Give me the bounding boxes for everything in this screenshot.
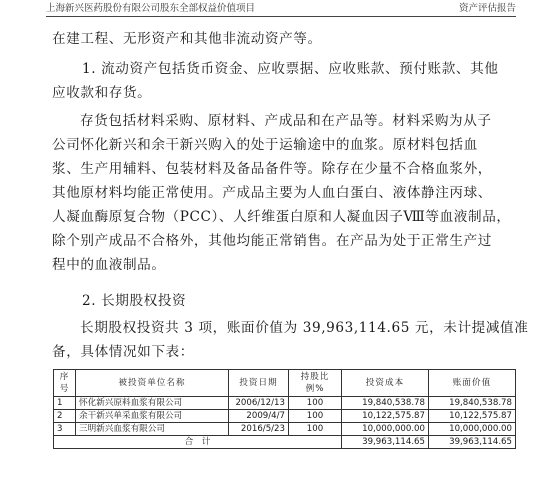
page-header	[46, 2, 516, 17]
table-row	[54, 410, 516, 423]
text-line: 其他原材料均能正常使用。产成品主要为人血白蛋白、液体静注丙球、	[52, 185, 493, 201]
cell-date: 2016/5/23	[229, 423, 289, 436]
text-line: 应收款和存货。	[52, 85, 152, 101]
col-header-name: 被投资单位名称	[76, 370, 229, 397]
text-line: 人凝血酶原复合物（PCC）、人纤维蛋白原和人凝血因子Ⅷ等血液制品，	[52, 209, 511, 225]
paragraph-continuation	[52, 27, 516, 51]
cell-seq: 3	[54, 423, 76, 436]
col-header-ratio: 持股比例%	[289, 370, 342, 397]
col-header-book: 账面价值	[429, 370, 516, 397]
cell-name: 怀化新兴原料血浆有限公司	[76, 397, 229, 410]
text-line: 除个别产成品不合格外，其他均能正常销售。在产品为处于正常生产过	[52, 233, 493, 249]
paragraph-long-term-summary	[52, 316, 529, 364]
text-line: 浆、生产用辅料、包装材料及备品备件等。除存在少量不合格血浆外，	[52, 161, 493, 177]
table-row	[54, 423, 516, 436]
cell-seq: 2	[54, 410, 76, 423]
cell-ratio: 100	[289, 410, 342, 423]
header-report-title: 资产评估报告	[458, 3, 516, 14]
header-project-title: 上海新兴医药股份有限公司股东全部权益价值项目	[46, 3, 256, 14]
col-header-seq: 序号	[54, 370, 76, 397]
col-header-date: 投资日期	[229, 370, 289, 397]
investment-table	[53, 369, 516, 449]
col-header-cost: 投资成本	[342, 370, 429, 397]
cell-cost: 10,000,000.00	[342, 423, 429, 436]
cell-cost: 10,122,575.87	[342, 410, 429, 423]
cell-cost: 19,840,538.78	[342, 397, 429, 410]
table-header-row	[54, 370, 516, 397]
text-line: 存货包括材料采购、原材料、产成品和在产品等。材料采购为从子	[80, 113, 492, 129]
total-label: 合 计	[54, 436, 342, 449]
cell-name: 三明新兴血浆有限公司	[76, 423, 229, 436]
cell-name: 余干新兴单采血浆有限公司	[76, 410, 229, 423]
text-line: 程中的血液制品。	[52, 257, 166, 273]
table-row	[54, 397, 516, 410]
total-book: 39,963,114.65	[429, 436, 516, 449]
text-line: 备，具体情况如下表：	[52, 344, 194, 360]
paragraph-inventory	[52, 109, 516, 277]
table-total-row	[54, 436, 516, 449]
paragraph-current-assets	[52, 57, 516, 105]
cell-ratio: 100	[289, 397, 342, 410]
cell-book: 19,840,538.78	[429, 397, 516, 410]
text-line: 1. 流动资产包括货币资金、应收票据、应收账款、预付账款、其他	[82, 61, 499, 77]
text-line: 在建工程、无形资产和其他非流动资产等。	[52, 31, 322, 47]
cell-date: 2006/12/13	[229, 397, 289, 410]
total-cost: 39,963,114.65	[342, 436, 429, 449]
cell-seq: 1	[54, 397, 76, 410]
cell-ratio: 100	[289, 423, 342, 436]
text-line: 公司怀化新兴和余干新兴购入的处于运输途中的血浆。原材料包括血	[52, 137, 478, 153]
cell-book: 10,122,575.87	[429, 410, 516, 423]
text-line: 2. 长期股权投资	[82, 293, 187, 309]
text-line: 长期股权投资共 3 项，账面价值为 39,963,114.65 元，未计提减值准	[80, 320, 529, 336]
cell-book: 10,000,000.00	[429, 423, 516, 436]
cell-date: 2009/4/7	[229, 410, 289, 423]
paragraph-long-term-heading	[52, 289, 516, 313]
